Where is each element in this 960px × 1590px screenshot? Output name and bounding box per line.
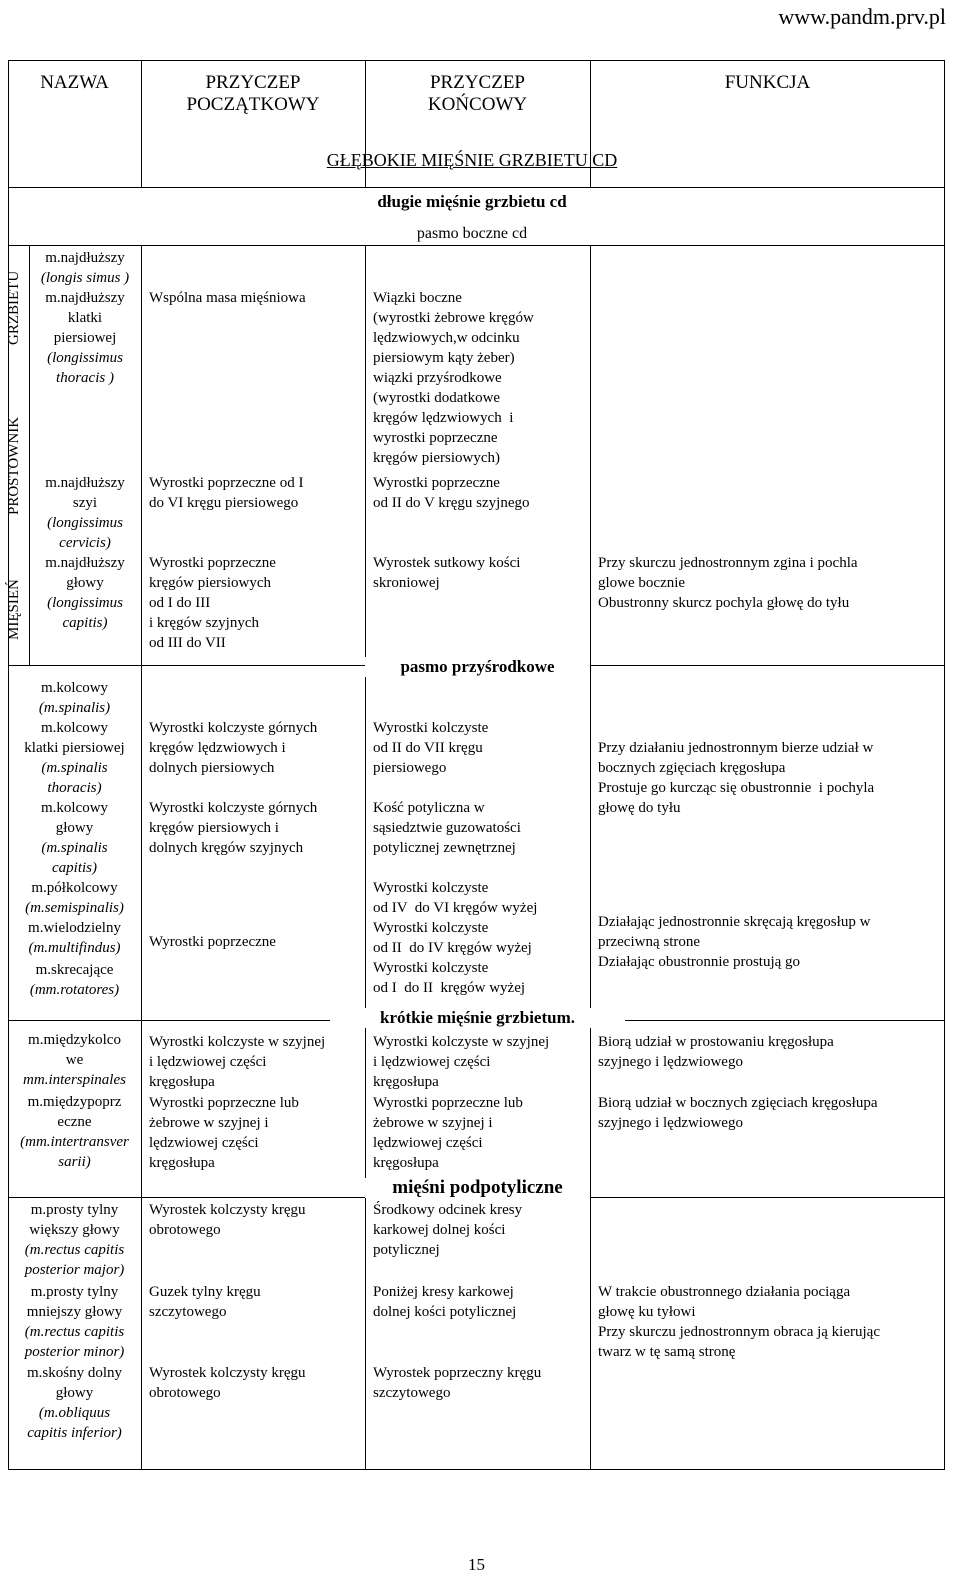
side-label-prostownik: PROSTOWNIK [6, 416, 22, 515]
muscle-name: m.międzypoprz eczne [27, 1094, 122, 1130]
muscle-latin: (longissimus thoracis ) [47, 350, 123, 386]
muscle-name: m.najdłuższy głowy [45, 555, 125, 591]
muscle-latin: (m.spinalis thoracis) [41, 760, 108, 796]
muscle-latin: (m.obliquus capitis inferior) [27, 1405, 122, 1441]
subsection-pasmo-boczne: pasmo boczne cd [416, 225, 528, 242]
muscle-latin: (longissimus capitis) [47, 595, 123, 631]
origin-cell: Wyrostek kolczysty kręgu obrotowego [149, 1202, 306, 1238]
muscle-latin: (m.spinalis capitis) [41, 840, 108, 876]
muscle-latin: mm.interspinales [23, 1072, 126, 1088]
row-divider [8, 245, 945, 246]
origin-cell: Wyrostki poprzeczne lub żebrowe w szyjnej i lędzwiowej części kręgosłupa [149, 1095, 299, 1171]
muscle-latin: (longis simus ) [40, 270, 130, 286]
row-divider [8, 187, 945, 188]
insertion-cell: Wyrostek poprzeczny kręgu szczytowego [373, 1365, 542, 1401]
insertion-cell: Wyrostki kolczyste od IV do VI kręgów wyżej Wyrostki kolczyste od II do IV kręgów wyżej Wyrostki kolczyste od I do II kręgów wyżej [373, 880, 538, 996]
origin-cell: Wyrostki poprzeczne od I do VI kręgu piersiowego [149, 475, 304, 511]
subsection-podpotyliczne: mięśni podpotyliczne [365, 1178, 590, 1198]
section-title: GŁĘBOKIE MIĘŚNIE GRZBIETU CD [326, 150, 618, 170]
insertion-cell: Wiązki boczne (wyrostki żebrowe kręgów lędzwiowych,w odcinku piersiowym kąty żeber) wiązki przyśrodkowe (wyrostki dodatkowe kręgów lędzwiowych i wyrostki poprzeczne kręgów piersiowych) [373, 290, 534, 466]
muscle-name: m.kolcowy [40, 680, 109, 696]
page-number: 15 [468, 1555, 485, 1574]
muscle-name: m.najdłuższy klatki piersiowej [45, 290, 125, 346]
origin-cell: Wspólna masa mięśniowa [149, 290, 306, 306]
subsection-krotkie: krótkie mięśnie grzbietum. [330, 1008, 625, 1028]
origin-cell: Wyrostki poprzeczne kręgów piersiowych od I do III i kręgów szyjnych od III do VII [149, 555, 276, 651]
function-cell: Przy skurczu jednostronnym zgina i pochla glowe bocznie Obustronny skurcz pochyla głowę do tyłu [598, 555, 858, 611]
muscle-latin: (m.rectus capitis posterior major) [24, 1242, 125, 1278]
subsection-long: długie mięśnie grzbietu cd [377, 192, 567, 211]
insertion-cell: Wyrostki kolczyste od II do VII kręgu piersiowego [373, 720, 489, 776]
header-funkcja: FUNKCJA [724, 72, 811, 93]
insertion-cell: Środkowy odcinek kresy karkowej dolnej kości potylicznej [373, 1202, 523, 1258]
subsection-pasmo-przysrodkowe: pasmo przyśrodkowe [365, 657, 590, 677]
origin-cell: Wyrostki kolczyste górnych kręgów lędzwiowych i dolnych piersiowych [149, 720, 318, 776]
origin-cell: Wyrostki kolczyste górnych kręgów piersiowych i dolnych kręgów szyjnych [149, 800, 318, 856]
origin-cell: Wyrostek kolczysty kręgu obrotowego [149, 1365, 306, 1401]
muscle-name: m.najdłuższy [45, 250, 125, 266]
col-divider [141, 245, 142, 1470]
insertion-cell: Poniżej kresy karkowej dolnej kości potylicznej [373, 1284, 517, 1320]
header-koncowy: PRZYCZEP KOŃCOWY [427, 72, 528, 115]
muscle-name: m.najdłuższy szyi [45, 475, 125, 511]
function-cell: Przy działaniu jednostronnym bierze udział w bocznych zgięciach kręgosłupa Prostuje go kurcząc się obustronnie i pochyla głowę do tyłu [598, 740, 875, 816]
insertion-cell: Wyrostek sutkowy kości skroniowej [373, 555, 521, 591]
insertion-cell: Kość potyliczna w sąsiedztwie guzowatości potylicznej zewnętrznej [373, 800, 521, 856]
col-divider [590, 245, 591, 1470]
muscle-latin: (mm.rotatores) [29, 982, 120, 998]
side-label-grzbietu: GRZBIETU [6, 270, 22, 345]
muscle-latin: (m.rectus capitis posterior minor) [24, 1324, 125, 1360]
muscle-name: m.kolcowy klatki piersiowej [24, 720, 125, 756]
header-poczatkowy: PRZYCZEP POCZĄTKOWY [186, 72, 320, 115]
muscle-name: m.międzykolco we [28, 1032, 121, 1068]
function-cell: Biorą udział w bocznych zgięciach kręgosłupa szyjnego i lędzwiowego [598, 1095, 878, 1131]
muscle-latin: (m.spinalis) [38, 700, 111, 716]
muscle-name: m.kolcowy głowy [40, 800, 109, 836]
muscle-name: m.wielodzielny [28, 920, 121, 936]
origin-cell: Wyrostki poprzeczne [149, 934, 276, 950]
muscle-name: m.półkolcowy [31, 880, 118, 896]
origin-cell: Guzek tylny kręgu szczytowego [149, 1284, 261, 1320]
function-cell: W trakcie obustronnego działania pociąga głowę ku tyłowi Przy skurczu jednostronnym obraca ją kierując twarz w tę samą stronę [598, 1284, 880, 1360]
muscle-latin: (m.multifindus) [28, 940, 121, 956]
insertion-cell: Wyrostki poprzeczne lub żebrowe w szyjnej i lędzwiowej części kręgosłupa [373, 1095, 523, 1171]
muscle-latin: (mm.intertransver sarii) [20, 1134, 129, 1170]
muscle-name: m.skośny dolny głowy [26, 1365, 122, 1401]
insertion-cell: Wyrostki poprzeczne od II do V kręgu szyjnego [373, 475, 530, 511]
muscle-latin: (m.semispinalis) [25, 900, 124, 916]
insertion-cell: Wyrostki kolczyste w szyjnej i lędzwiowej części kręgosłupa [373, 1034, 550, 1090]
col-divider [365, 245, 366, 1470]
side-label-miesien: MIĘSIEŃ [6, 579, 22, 640]
function-cell: Działając jednostronnie skręcają kręgosłup w przeciwną strone Działając obustronnie prostują go [598, 914, 871, 970]
function-cell: Biorą udział w prostowaniu kręgosłupa szyjnego i lędzwiowego [598, 1034, 834, 1070]
header-nazwa: NAZWA [40, 72, 109, 93]
site-url: www.pandm.prv.pl [778, 4, 946, 29]
muscle-name: m.prosty tylny mniejszy głowy [26, 1284, 123, 1320]
muscle-name: m.skrecające [35, 962, 114, 978]
muscle-latin: (longissimus cervicis) [47, 515, 123, 551]
origin-cell: Wyrostki kolczyste w szyjnej i lędzwiowej części kręgosłupa [149, 1034, 326, 1090]
muscle-name: m.prosty tylny większy głowy [29, 1202, 120, 1238]
